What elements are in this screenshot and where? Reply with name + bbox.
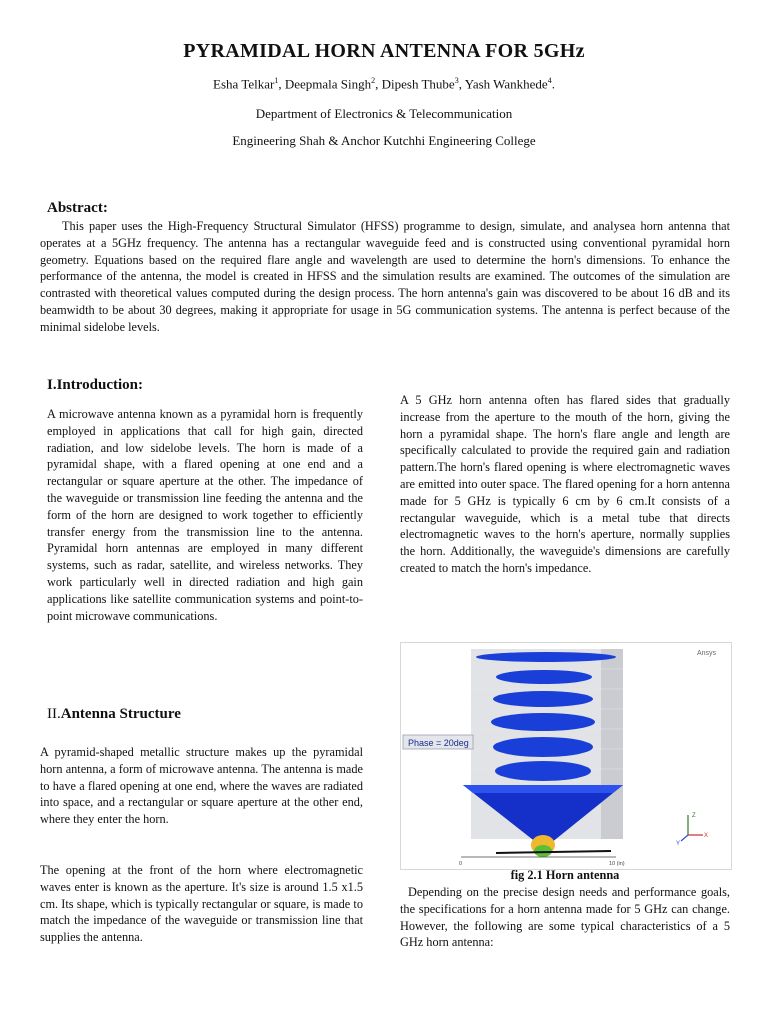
scale-end: 10 (in) bbox=[609, 861, 625, 867]
scale-start: 0 bbox=[459, 861, 463, 867]
author-name: Esha Telkar bbox=[213, 76, 275, 92]
y-axis-icon bbox=[681, 835, 688, 841]
ground-line bbox=[496, 851, 611, 853]
author-affiliation: 3 bbox=[454, 76, 459, 85]
author-name: Yash Wankhede bbox=[464, 76, 548, 92]
right-column-paragraph-1: A 5 GHz horn antenna often has flared sides that gradually increase from the aperture to the mouth of the horn, giving the horn a pyramidal shape. The horn's flare angle and length are specifically calculated to provide the required gain and radiation pattern.The horn's flared opening is where electromagnetic waves are emitted into outer space. The flared opening for a horn antenna made for 5 GHz is typically 6 cm by 6 cm.It consists of a rectangular waveguide, which is a metal tube that directs electromagnetic waves to the horn's aperture, normally supplies the horn. Additionally, the waveguide's dimensions are carefully created to match the horn's impedance. bbox=[400, 393, 730, 575]
horn-mouth bbox=[463, 785, 623, 793]
right-column-paragraph-2: Depending on the precise design needs and performance goals, the specifications for a horn antenna made for 5 GHz can change. However, the following are some typical characteristics of a 5 GHz horn antenna: bbox=[400, 885, 730, 950]
brand-label: Ansys bbox=[697, 650, 717, 657]
x-axis-label: X bbox=[704, 833, 709, 839]
structure-paragraph-1: A pyramid-shaped metallic structure makes up the pyramidal horn antenna, a form of microwave antenna. The antenna is made to have a flared opening at one end, where the waves are radiated into space, and a rectangular or square aperture at the other end, where they enter the horn. bbox=[40, 745, 363, 827]
department: Department of Electronics & Telecommunication bbox=[255, 106, 513, 121]
figure-caption: fig 2.1 Horn antenna bbox=[510, 868, 620, 882]
paper-title: PYRAMIDAL HORN ANTENNA FOR 5GHz bbox=[183, 40, 585, 62]
abstract-text: This paper uses the High-Frequency Structural Simulator (HFSS) programme to design, simulate, and analysea horn antenna that operates at a 5GHz frequency. The antenna has a rectangular waveguide feed and is constructed using conventional pyramidal horn geometry. Equations based on the required flare angle and wavelength are used to determine the horn's dimensions. To enhance the performance of the antenna, the model is created in HFSS and the simulation results are examined. The outcomes of the simulation are contrasted with theoretical values computed during the design process. The horn antenna's gain was discovered to be about 16 dB and its beamwidth to be about 30 degrees, making it appropriate for usage in 5G communication systems. The antenna is perfect because of the minimal sidelobe levels. bbox=[40, 219, 730, 334]
author-list: Esha Telkar$^1$, Deepmala Singh$^2$, Dipesh Thube$^3$, Yash Wankhede$^4$. bbox=[213, 76, 555, 92]
simulation-box-side bbox=[601, 649, 623, 839]
structure-paragraph-2: The opening at the front of the horn where electromagnetic waves enter is known as the aperture. It's size is around 1.5 x1.5 cm. Its shape, which is typically rectangular or square, is made to match the impedance of the waveguide or transmission line that supplies the antenna. bbox=[40, 863, 363, 945]
author-affiliation: 2 bbox=[371, 76, 376, 85]
author-affiliation: 1 bbox=[274, 76, 279, 85]
structure-heading-text: Antenna Structure bbox=[60, 706, 181, 722]
feed-field bbox=[534, 845, 552, 857]
introduction-text: A microwave antenna known as a pyramidal horn is frequently employed in applications that call for high gain, directed radiation, and low sidelobe levels. The horn is made of a pyramidal shape, with a flared opening at one end and a rectangular or square aperture at the other. The impedance of the waveguide or transmission line feeding the antenna and the form of the horn are designed to work together to efficiently transfer energy from the transmission line to the antenna. Pyramidal horn antennas are employed in many different systems, such as radar, satellite, and wireless networks. They work particularly well in directed radiation and high gain applications like satellite communication systems and point-to-point microwave communications. bbox=[47, 407, 363, 623]
college: Engineering Shah & Anchor Kutchhi Engineering College bbox=[232, 133, 536, 148]
structure-heading-number: II. bbox=[47, 706, 61, 722]
author-name: Dipesh Thube bbox=[381, 76, 455, 92]
author-affiliation: 4 bbox=[547, 76, 552, 85]
horn-antenna-simulation-image bbox=[401, 643, 731, 869]
abstract-heading: Abstract: bbox=[47, 200, 108, 216]
horn-antenna-figure bbox=[400, 642, 732, 870]
author-name: Deepmala Singh bbox=[284, 76, 372, 92]
phase-label: Phase = 20deg bbox=[408, 738, 469, 748]
introduction-heading: I.Introduction: bbox=[47, 377, 143, 393]
structure-heading bbox=[47, 706, 181, 723]
z-axis-label: Z bbox=[692, 813, 696, 819]
y-axis-label: Y bbox=[676, 841, 681, 847]
